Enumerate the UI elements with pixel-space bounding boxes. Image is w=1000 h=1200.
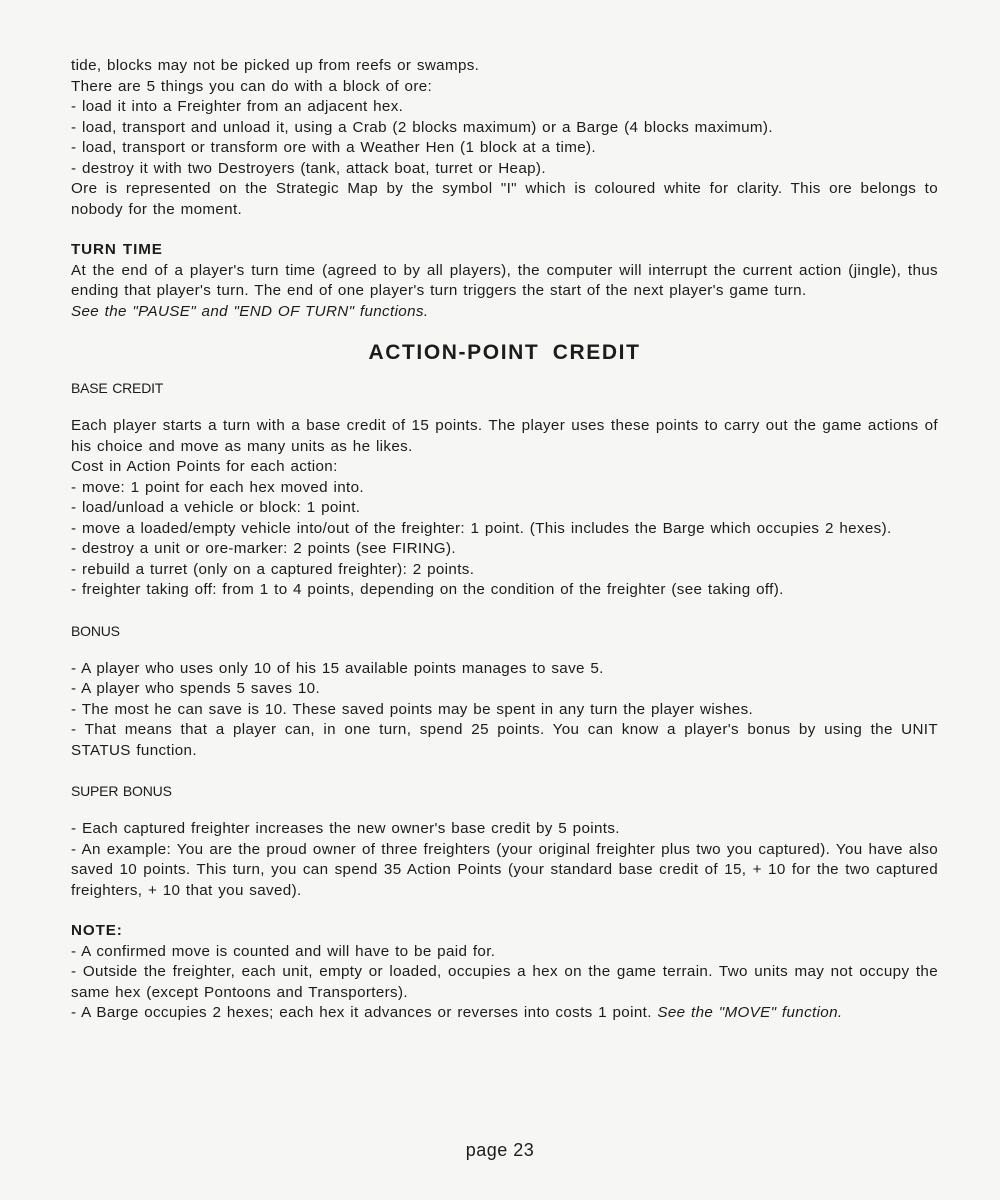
cost-intro: Cost in Action Points for each action: — [71, 458, 338, 475]
ore-description: Ore is represented on the Strategic Map by the symbol "I" which is coloured white for clarity. This ore belongs to nobody for the moment. — [71, 180, 938, 218]
turn-time-body: At the end of a player's turn time (agreed to by all players), the computer will interrupt the current action (jingle), thus ending that player's turn. The end of one player's turn triggers the start of the next player's game turn. — [71, 261, 938, 299]
note-last-text: - A Barge occupies 2 hexes; each hex it advances or reverses into costs 1 point. — [71, 1004, 652, 1021]
cost-item: - move a loaded/empty vehicle into/out of the freighter: 1 point. (This includes the Barge which occupies 2 hexes). — [71, 519, 892, 537]
note-item: - Outside the freighter, each unit, empty or loaded, occupies a hex on the game terrain. Two units may not occupy the same hex (except Pontoons and Transporters). — [71, 963, 938, 1001]
super-bonus-item: - An example: You are the proud owner of three freighters (your original freighter plus two you captured). You have also saved 10 points. This turn, you can spend 35 Action Points (your standard base credit of 15, + 10 for the two captured freighters, + 10 that you saved). — [71, 840, 938, 899]
intro-line: There are 5 things you can do with a block of ore: — [71, 77, 433, 95]
bonus-subhead: BONUS — [71, 622, 120, 639]
ore-action-item: - load, transport or transform ore with a Weather Hen (1 block at a time). — [71, 139, 596, 156]
ore-action-item: - load, transport and unload it, using a Crab (2 blocks maximum) or a Barge (4 blocks maximum). — [71, 118, 773, 136]
bonus-item: - A player who uses only 10 of his 15 available points manages to save 5. — [71, 659, 604, 677]
ore-action-item: - destroy it with two Destroyers (tank, attack boat, turret or Heap). — [71, 159, 546, 177]
cost-item: - move: 1 point for each hex moved into. — [71, 478, 364, 496]
super-bonus-item: - Each captured freighter increases the new owner's base credit by 5 points. — [71, 820, 620, 837]
section-title: ACTION-POINT CREDIT — [368, 341, 641, 364]
cost-item: - destroy a unit or ore-marker: 2 points (see FIRING). — [71, 540, 456, 557]
base-credit-body: Each player starts a turn with a base credit of 15 points. The player uses these points to carry out the game actions of his choice and move as many units as he likes. — [71, 417, 938, 455]
cost-item: - freighter taking off: from 1 to 4 points, depending on the condition of the freighter (see taking off). — [71, 581, 784, 598]
bonus-item: - The most he can save is 10. These saved points may be spent in any turn the player wishes. — [71, 700, 754, 718]
bonus-item: - That means that a player can, in one turn, spend 25 points. You can know a player's bonus by using the UNIT STATUS function. — [71, 721, 938, 759]
note-see-also: See the "MOVE" function. — [657, 1004, 843, 1021]
cost-item: - rebuild a turret (only on a captured freighter): 2 points. — [71, 560, 475, 578]
bonus-item: - A player who spends 5 saves 10. — [71, 680, 321, 697]
page-number: page 23 — [465, 1140, 535, 1160]
cost-item: - load/unload a vehicle or block: 1 point. — [71, 499, 361, 516]
turn-time-heading: TURN TIME — [71, 241, 163, 258]
ore-action-item: - load it into a Freighter from an adjacent hex. — [71, 98, 404, 115]
base-credit-subhead: BASE CREDIT — [71, 380, 164, 396]
note-item — [71, 1003, 938, 1024]
note-heading: NOTE: — [71, 922, 123, 939]
super-bonus-subhead: SUPER BONUS — [71, 783, 172, 799]
note-item: - A confirmed move is counted and will have to be paid for. — [71, 942, 496, 960]
intro-line: tide, blocks may not be picked up from reefs or swamps. — [71, 57, 480, 74]
turn-time-see-also: See the "PAUSE" and "END OF TURN" functions. — [71, 302, 429, 320]
